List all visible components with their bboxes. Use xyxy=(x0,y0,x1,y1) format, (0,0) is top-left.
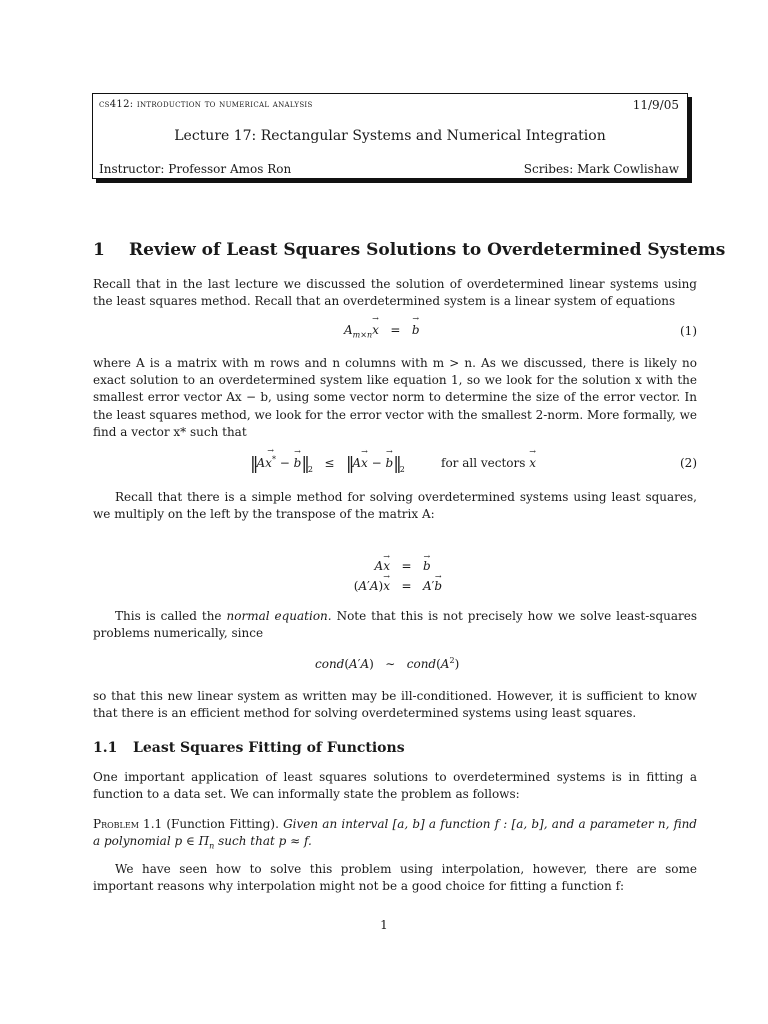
subsection-title: Least Squares Fitting of Functions xyxy=(133,740,405,756)
section-heading xyxy=(93,240,725,260)
problem-label: Problem 1.1 xyxy=(93,817,163,831)
page-number: 1 xyxy=(380,918,388,932)
problem-name: (Function Fitting). xyxy=(166,817,279,831)
section-number: 1 xyxy=(93,240,105,260)
lecture-title: Lecture 17: Rectangular Systems and Numerical Integration xyxy=(174,128,606,144)
problem-text: Given an interval [a, b] a function f : [a, b], and a parameter n, find a polynomial p ∈ Π xyxy=(93,817,697,849)
paragraph-normal-method: Recall that there is a simple method for solving overdetermined systems using least squares, we multiply on the left by the transpose of the matrix A: xyxy=(93,490,697,522)
term-normal-equation: normal equation. xyxy=(226,609,332,623)
section-title: Review of Least Squares Solutions to Overdetermined Systems xyxy=(129,240,726,260)
lecture-header-box xyxy=(92,93,688,179)
course-name: cs412: introduction to numerical analysis xyxy=(99,99,313,110)
subsection-number: 1.1 xyxy=(93,740,118,756)
equation-normal-system: A→ x = → b (A′A)→ x = A′→ b xyxy=(340,556,442,596)
paragraph-ill-conditioned: so that this new linear system as written may be ill-conditioned. However, it is sufficient to know that there is an efficient method for solving overdetermined systems using least squares. xyxy=(93,689,697,721)
equation-2-number: (2) xyxy=(680,456,697,470)
equation-2: ‖A→ x* − → $b‖_2$ ≤ ‖A→ x − → $b‖_2$ xyxy=(250,454,405,474)
paragraph-interpolation: We have seen how to solve this problem using interpolation, however, there are some important reasons why interpolation might not be a good choice for fitting a function f: xyxy=(93,862,697,894)
equation-condition: cond(A′A) ∼ $cond(A^2)$ xyxy=(315,656,460,671)
instructor: Instructor: Professor Amos Ron xyxy=(99,162,292,176)
equation-1-number: (1) xyxy=(680,324,697,338)
subsection-heading xyxy=(93,740,405,756)
paragraph-definition: where A is a matrix with m rows and n columns with m > n. As we discussed, there is likely no exact solution to an overdetermined system like equation 1, so we look for the solution x with the smallest error vector Ax − b, using some vector norm to determine the size of the error vector. In the least squares method, we look for the error vector with the smallest 2-norm. More formally, we find a vector x* such that xyxy=(93,356,697,439)
paragraph-fitting: One important application of least squares solutions to overdetermined systems is in fitting a function to a data set. We can informally state the problem as follows: xyxy=(93,770,697,802)
problem-statement: Problem 1.1 (Function Fitting). Given an interval [a, b] a function f : [a, b], and a parameter n, find a polynomial p ∈ $\Pi_n$ such that p ≈ f. xyxy=(93,817,697,851)
paragraph-normal-equation: This is called the normal equation. Note that this is not precisely how we solve least-squares problems numerically, since xyxy=(93,609,698,641)
scribes: Scribes: Mark Cowlishaw xyxy=(523,162,679,176)
equation-2-text: for all vectors xyxy=(441,456,526,470)
equation-2-condition: for all vectors → x xyxy=(441,456,536,470)
equation-1: $A_{m\times n}\to x$ = → b xyxy=(344,323,420,339)
paragraph-intro: Recall that in the last lecture we discussed the solution of overdetermined linear systems using the least squares method. Recall that an overdetermined system is a linear system of equations xyxy=(93,277,697,309)
lecture-date: 11/9/05 xyxy=(632,98,679,112)
